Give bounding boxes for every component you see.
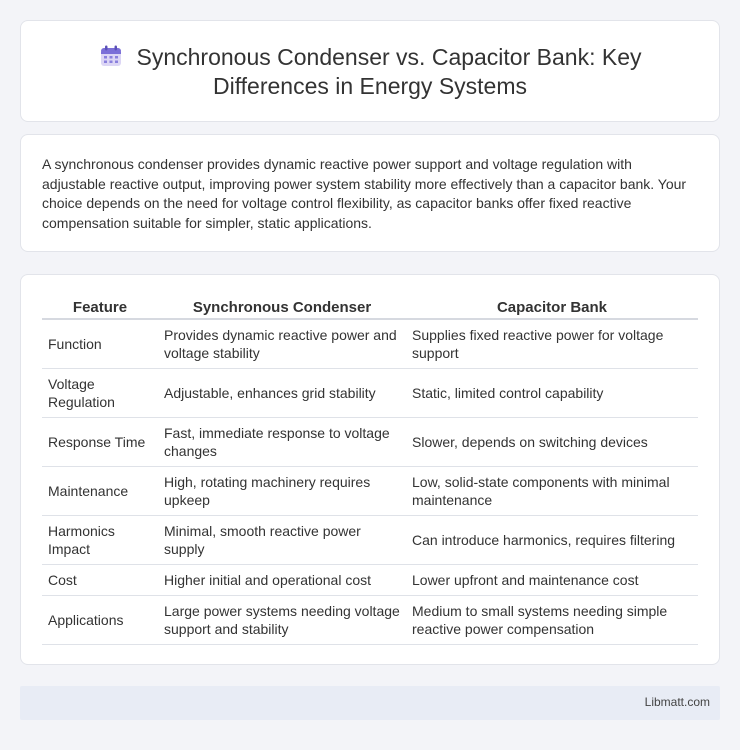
row-capacitor-bank: Low, solid-state components with minimal maintenance	[406, 466, 698, 515]
table-row	[42, 417, 698, 466]
title-line-1: Synchronous Condenser vs. Capacitor Bank: Key	[136, 44, 642, 70]
row-feature: Function	[42, 319, 158, 368]
table-row	[42, 515, 698, 564]
row-synchronous-condenser: Large power systems needing voltage support and stability	[158, 595, 406, 644]
table-row	[42, 564, 698, 595]
table-row	[42, 319, 698, 368]
table-header-row	[42, 297, 698, 319]
table-row	[42, 368, 698, 417]
title-line-2: Differences in Energy Systems	[212, 73, 528, 99]
row-synchronous-condenser: Provides dynamic reactive power and voltage stability	[158, 319, 406, 368]
header-capacitor-bank: Capacitor Bank	[406, 297, 698, 319]
row-feature: Response Time	[42, 417, 158, 466]
title-card	[20, 20, 720, 122]
calendar-icon	[99, 44, 123, 68]
footer-site-link[interactable]: Libmatt.com	[644, 695, 710, 709]
row-synchronous-condenser: Higher initial and operational cost	[158, 564, 406, 595]
row-synchronous-condenser: Minimal, smooth reactive power supply	[158, 515, 406, 564]
row-capacitor-bank: Static, limited control capability	[406, 368, 698, 417]
row-feature: Maintenance	[42, 466, 158, 515]
row-synchronous-condenser: High, rotating machinery requires upkeep	[158, 466, 406, 515]
comparison-table	[42, 297, 698, 645]
row-synchronous-condenser: Adjustable, enhances grid stability	[158, 368, 406, 417]
row-feature: Applications	[42, 595, 158, 644]
page-title	[21, 43, 719, 101]
row-capacitor-bank: Supplies fixed reactive power for voltage support	[406, 319, 698, 368]
intro-paragraph: A synchronous condenser provides dynamic reactive power support and voltage regulation with adjustable reactive output, improving power system stability more effectively than a capacitor bank. Your choice depends on the need for voltage control flexibility, as capacitor banks offer fixed reactive compensation suitable for simpler, static applications.	[42, 156, 687, 231]
row-feature: Cost	[42, 564, 158, 595]
row-synchronous-condenser: Fast, immediate response to voltage changes	[158, 417, 406, 466]
row-capacitor-bank: Medium to small systems needing simple reactive power compensation	[406, 595, 698, 644]
row-capacitor-bank: Can introduce harmonics, requires filtering	[406, 515, 698, 564]
row-feature: Voltage Regulation	[42, 368, 158, 417]
row-feature: Harmonics Impact	[42, 515, 158, 564]
intro-card	[20, 134, 720, 252]
row-capacitor-bank: Lower upfront and maintenance cost	[406, 564, 698, 595]
table-row	[42, 595, 698, 644]
row-capacitor-bank: Slower, depends on switching devices	[406, 417, 698, 466]
footer	[20, 686, 720, 720]
header-feature: Feature	[42, 297, 158, 319]
header-synchronous-condenser: Synchronous Condenser	[158, 297, 406, 319]
comparison-card	[20, 274, 720, 665]
table-row	[42, 466, 698, 515]
